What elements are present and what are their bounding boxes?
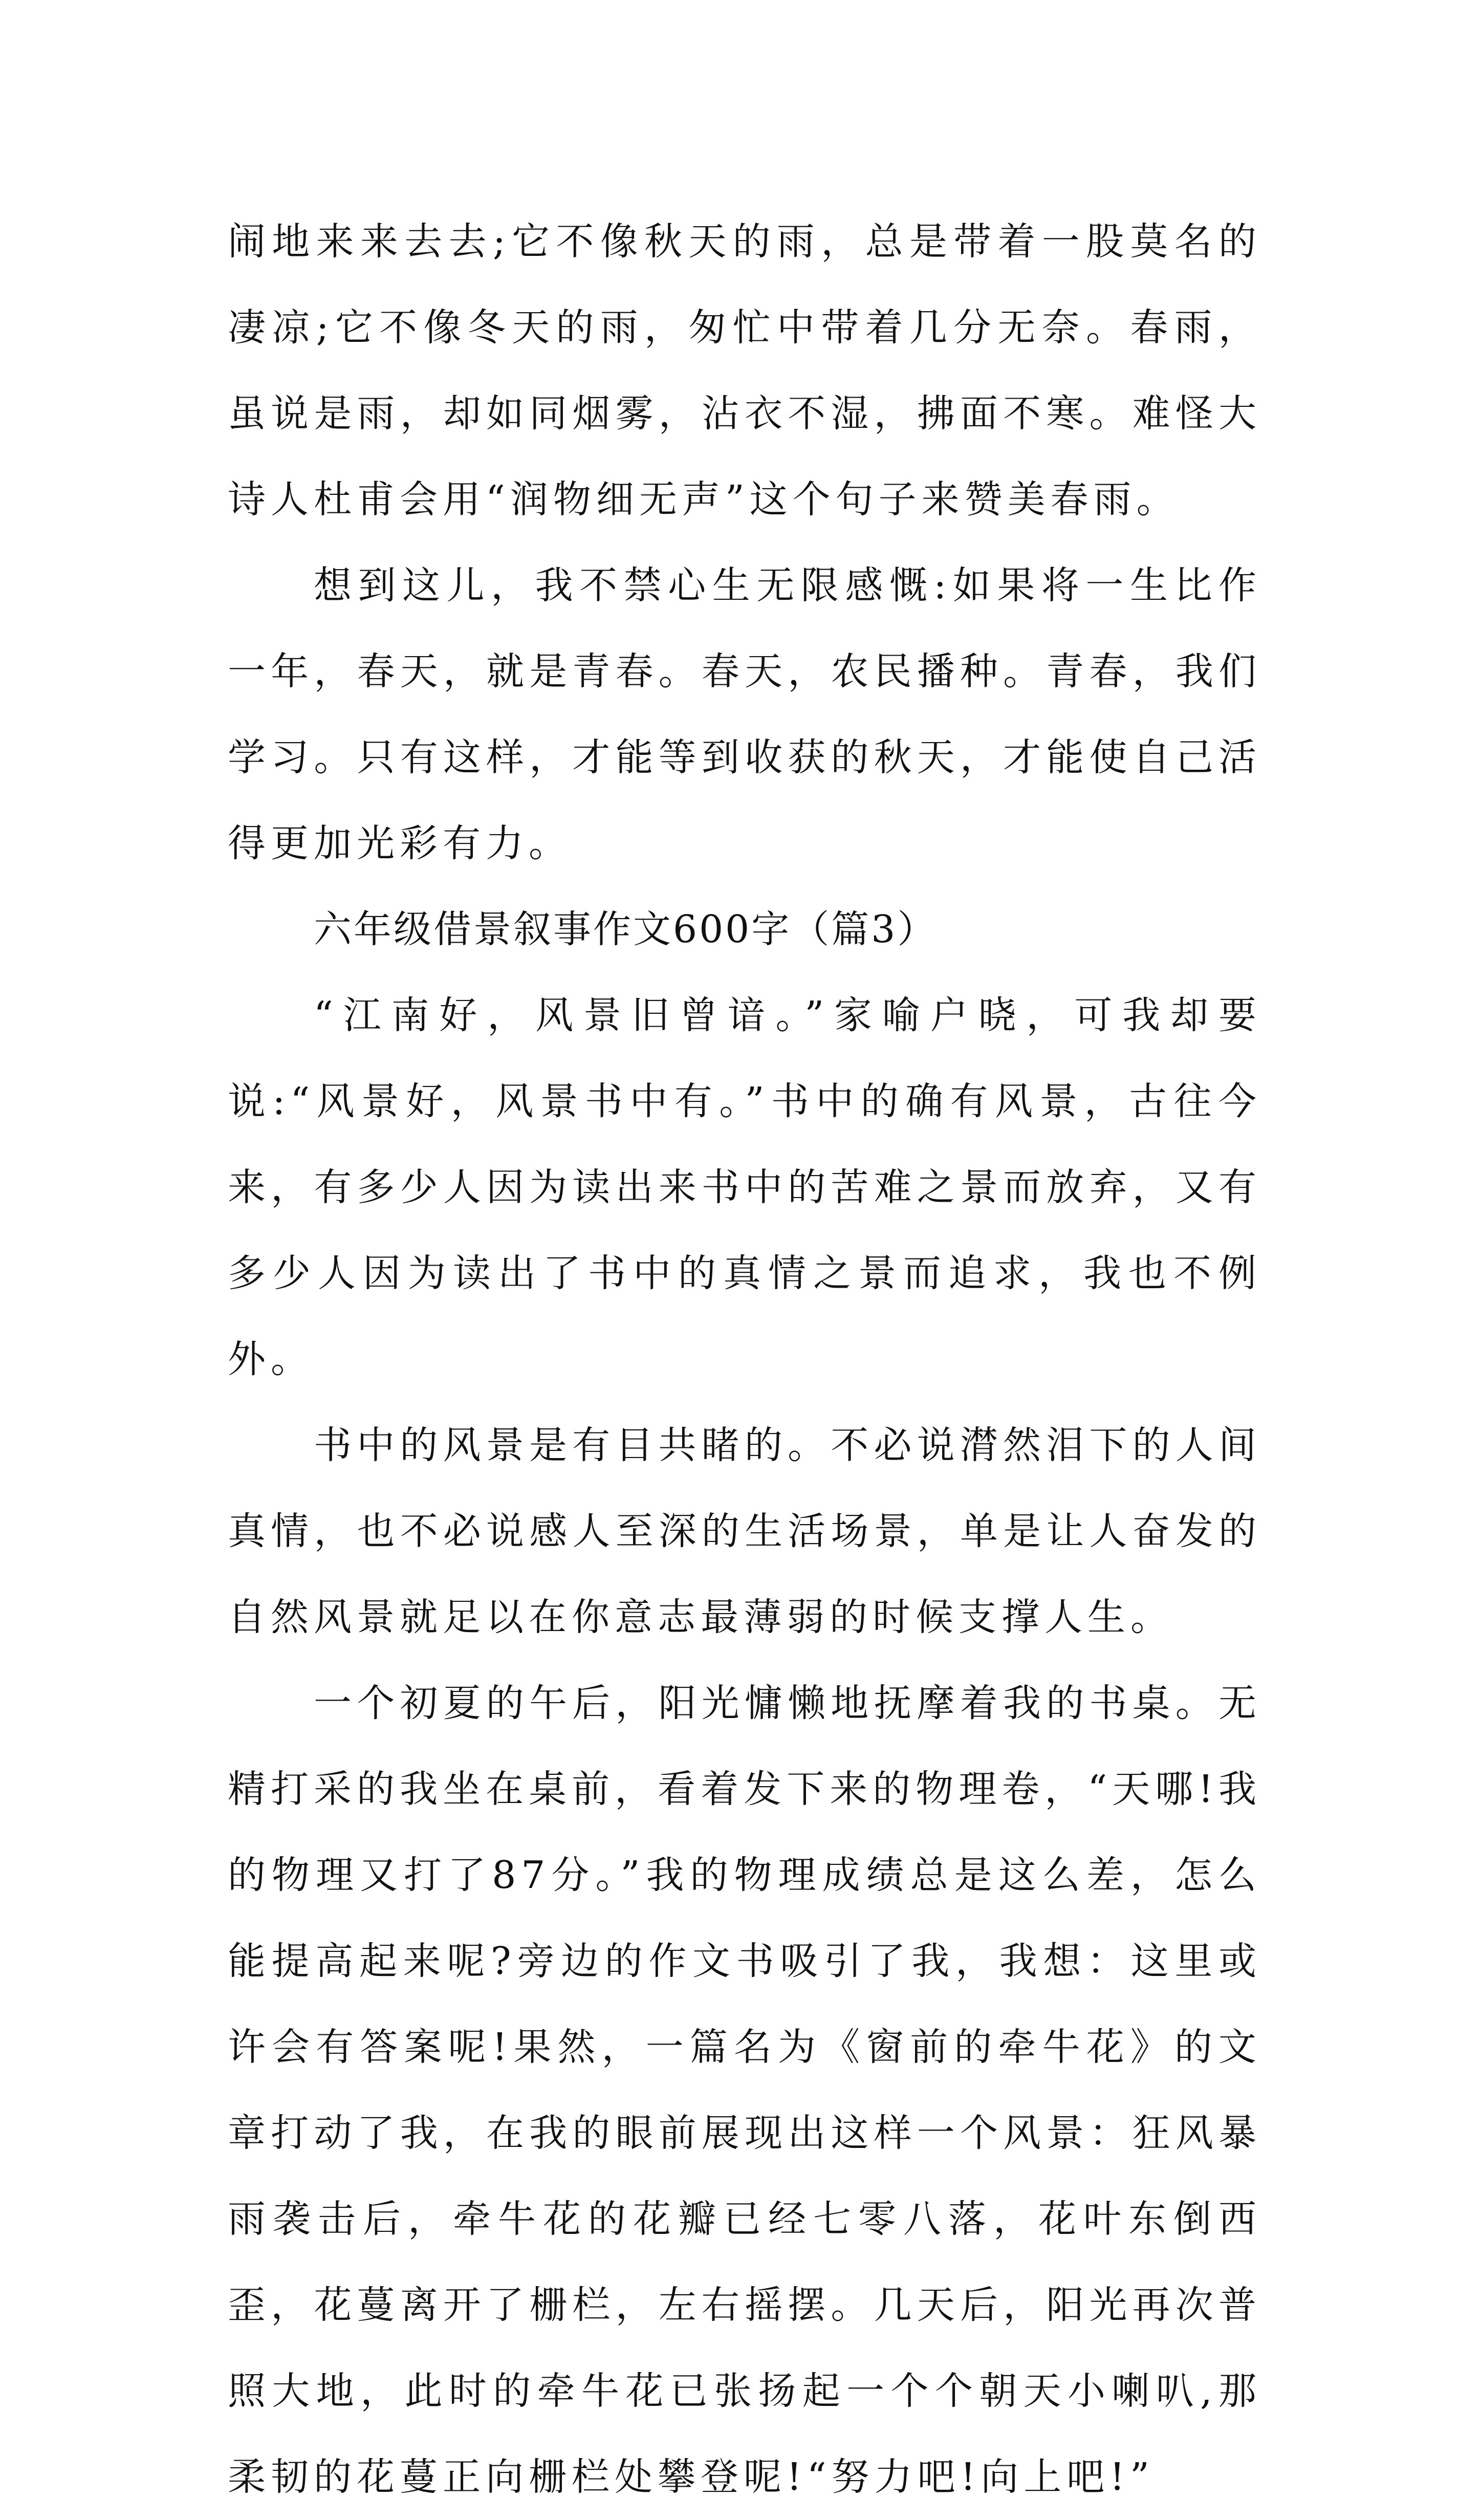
paragraph-reflection: 想到这儿，我不禁心生无限感慨:如果将一生比作一年，春天，就是青春。春天，农民播种。青春，我们学习。只有这样，才能等到收获的秋天，才能使自己活得更加光彩有力。 — [228, 563, 1261, 865]
paragraph-intro: “江南好，风景旧曾谙。”家喻户晓，可我却要说:“风景好，风景书中有。”书中的确有风景，古往今来，有多少人因为读出来书中的苦难之景而放弃，又有多少人因为读出了书中的真情之景而追求，我也不例外。 — [228, 993, 1261, 1381]
paragraph-continuation: 闹地来来去去;它不像秋天的雨，总是带着一股莫名的凄凉;它不像冬天的雨，匆忙中带着几分无奈。春雨，虽说是雨，却如同烟雾，沾衣不湿，拂面不寒。难怪大诗人杜甫会用“润物细无声”这个句子来赞美春雨。 — [228, 220, 1261, 522]
paragraph-story: 一个初夏的午后，阳光慵懒地抚摩着我的书桌。无精打采的我坐在桌前，看着发下来的物理卷，“天哪!我的物理又打了87分。”我的物理成绩总是这么差，怎么能提高起来呢?旁边的作文书吸引了我，我想：这里或许会有答案呢!果然，一篇名为《窗前的牵牛花》的文章打动了我，在我的眼前展现出这样一个风景：狂风暴雨袭击后，牵牛花的花瓣已经七零八落，花叶东倒西歪，花蔓离开了栅栏，左右摇摆。几天后，阳光再次普照大地，此时的牵牛花已张扬起一个个朝天小喇叭,那柔韧的花蔓正向栅栏处攀登呢!“努力吧!向上吧!” — [228, 1681, 1261, 2499]
document-page — [228, 199, 1261, 2520]
paragraph-scenery: 书中的风景是有目共睹的。不必说潸然泪下的人间真情，也不必说感人至深的生活场景，单是让人奋发的自然风景就足以在你意志最薄弱的时候支撑人生。 — [228, 1423, 1261, 1639]
essay-heading: 六年级借景叙事作文600字（篇3） — [314, 907, 938, 951]
